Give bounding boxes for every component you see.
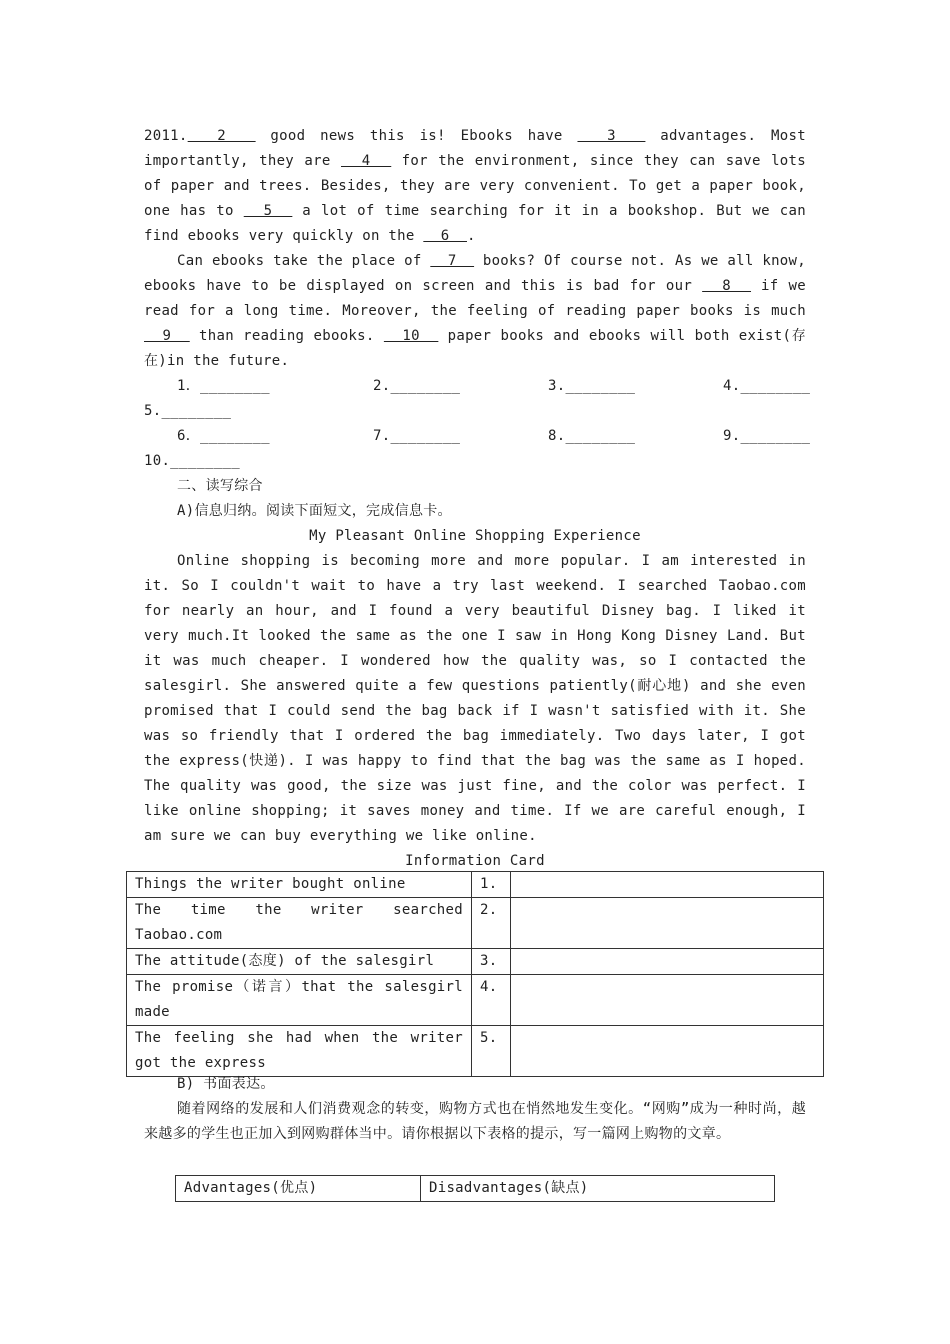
table-row: [127, 872, 824, 898]
card-title: Information Card: [405, 853, 545, 869]
card-number: 3.: [472, 949, 511, 975]
card-number: 4.: [472, 975, 511, 1026]
text: Can ebooks take the place of: [177, 253, 431, 269]
answer-line-4[interactable]: 4.________: [723, 378, 811, 394]
card-answer-cell[interactable]: [511, 898, 824, 949]
card-label: The promise（诺言）that the salesgirl made: [127, 975, 472, 1026]
card-answer-cell[interactable]: [511, 872, 824, 898]
answer-line-9[interactable]: 9.________: [723, 428, 811, 444]
disadvantages-header: Disadvantages(缺点): [421, 1176, 775, 1202]
article-title: My Pleasant Online Shopping Experience: [309, 528, 641, 544]
blank-2[interactable]: 2: [187, 128, 256, 144]
text: good news this is! Ebooks have: [255, 128, 578, 144]
article-body: Online shopping is becoming more and more popular. I am interested in it. So I couldn't wait to have a try last weekend. I searched Taobao.com for nearly an hour, and I found a very beautiful Disney bag. I liked it very much.It looked the same as the one I saw in Hong Kong Disney Land. But it was much cheaper. I wondered how the quality was, so I contacted the salesgirl. She answered quite a few questions patiently(耐心地) and she even promised that I could send the bag back if I wasn't satisfied with it. She was so friendly that I ordered the bag immediately. Two days later, I got the express(快递). I was happy to find that the bag was the same as I hoped. The quality was good, the size was just fine, and the color was perfect. I like online shopping; it saves money and time. If we are careful enough, I am sure we can buy everything we like online.: [144, 553, 806, 844]
card-number: 1.: [472, 872, 511, 898]
text: books? Of course not. As we all know, ebooks have to be displayed on screen and this is bad for our: [144, 253, 806, 294]
text: for the environment, since they can save lots of paper and trees. Besides, they are very convenient. To get a paper book, one has to: [144, 153, 806, 219]
answer-line-10[interactable]: 10.________: [144, 453, 241, 469]
blank-9[interactable]: 9: [144, 328, 190, 344]
blank-4[interactable]: 4: [341, 153, 392, 169]
answer-lines: [144, 374, 811, 474]
table-row: [176, 1176, 775, 1202]
section-title: 二、读写综合: [177, 478, 263, 494]
blank-10[interactable]: 10: [383, 328, 439, 344]
card-label: The feeling she had when the writer got the express: [127, 1026, 472, 1077]
cloze-paragraph-1: [144, 124, 806, 249]
text: advantages. Most importantly, they are: [144, 128, 806, 169]
text: 2011.: [144, 128, 188, 144]
table-row: [127, 898, 824, 949]
pros-cons-table: [175, 1175, 775, 1202]
answer-line-8[interactable]: 8.________: [548, 428, 636, 444]
card-label: Things the writer bought online: [127, 872, 472, 898]
table-row: [127, 1026, 824, 1077]
answer-line-5[interactable]: 5.________: [144, 403, 232, 419]
text: a lot of time searching for it in a bookshop. But we can find ebooks very quickly on the: [144, 203, 806, 244]
card-answer-cell[interactable]: [511, 949, 824, 975]
card-number: 5.: [472, 1026, 511, 1077]
blank-7[interactable]: 7: [430, 253, 475, 269]
answer-line-6[interactable]: 6．________: [177, 428, 270, 444]
answer-line-7[interactable]: 7.________: [373, 428, 461, 444]
text: paper books and ebooks will both exist(存在)in the future.: [144, 328, 806, 369]
card-answer-cell[interactable]: [511, 975, 824, 1026]
text: if we read for a long time. Moreover, the feeling of reading paper books is much: [144, 278, 806, 319]
blank-8[interactable]: 8: [702, 278, 752, 294]
card-label: The attitude(态度) of the salesgirl: [127, 949, 472, 975]
information-card-table: [126, 871, 824, 1077]
card-answer-cell[interactable]: [511, 1026, 824, 1077]
part-b-prompt: 随着网络的发展和人们消费观念的转变，购物方式也在悄然地发生变化。“网购”成为一种时尚，越来越多的学生也正加入到网购群体当中。请你根据以下表格的提示，写一篇网上购物的文章。: [144, 1101, 806, 1142]
cloze-passage: [144, 124, 811, 874]
table-row: [127, 975, 824, 1026]
card-number: 2.: [472, 898, 511, 949]
card-label: The time the writer searched Taobao.com: [127, 898, 472, 949]
part-b-instruction: B) 书面表达。: [177, 1076, 275, 1092]
blank-3[interactable]: 3: [577, 128, 646, 144]
cloze-paragraph-2: [144, 249, 806, 374]
text: than reading ebooks.: [189, 328, 384, 344]
part-a-instruction: A)信息归纳。阅读下面短文，完成信息卡。: [177, 503, 452, 519]
answer-line-2[interactable]: 2.________: [373, 378, 461, 394]
answer-line-1[interactable]: 1．________: [177, 378, 270, 394]
blank-5[interactable]: 5: [243, 203, 293, 219]
answer-line-3[interactable]: 3.________: [548, 378, 636, 394]
writing-section: [144, 1072, 806, 1147]
table-row: [127, 949, 824, 975]
blank-6[interactable]: 6: [423, 228, 467, 244]
text: .: [466, 228, 476, 244]
advantages-header: Advantages(优点): [176, 1176, 421, 1202]
